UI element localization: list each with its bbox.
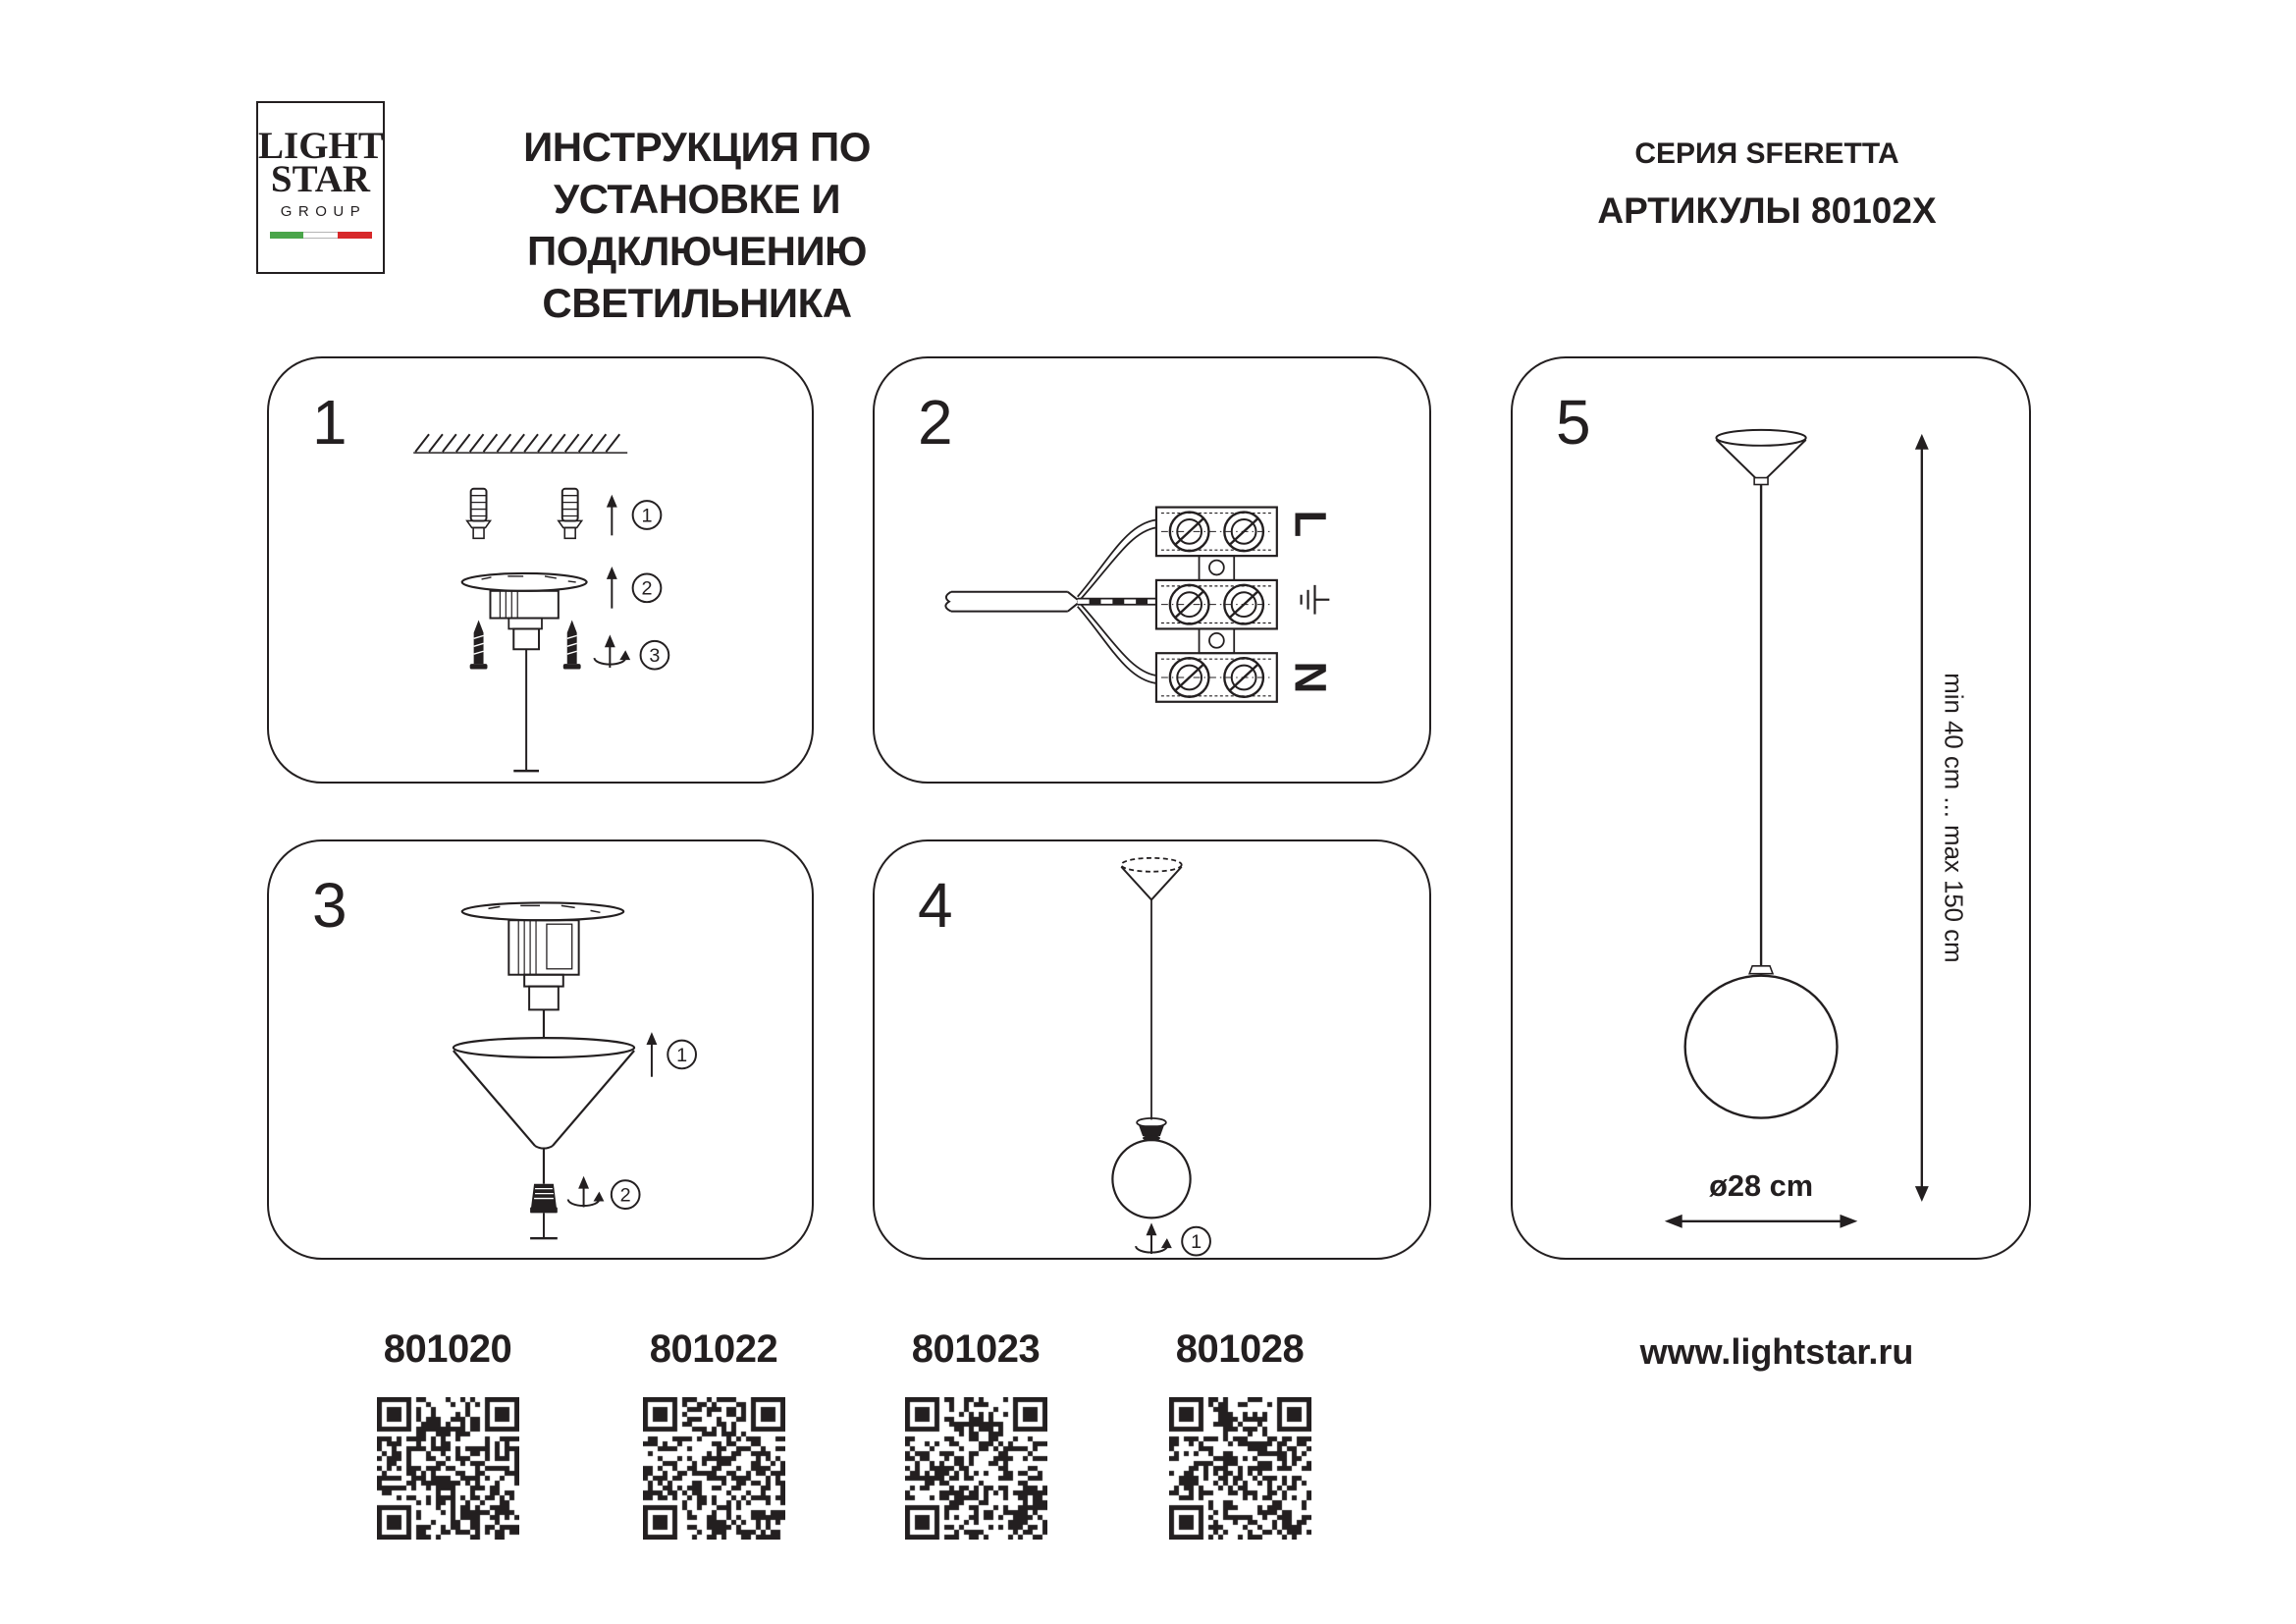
page-title bbox=[407, 121, 987, 329]
cone-assembly-diagram bbox=[269, 841, 812, 1258]
title-line-2: ПОДКЛЮЧЕНИЮ СВЕТИЛЬНИКА bbox=[527, 228, 867, 326]
panel-number: 2 bbox=[918, 387, 953, 458]
panel-number: 1 bbox=[312, 387, 347, 458]
lamp-holder bbox=[1749, 966, 1773, 974]
canopy-cone bbox=[1121, 858, 1181, 900]
wall-plug-icon bbox=[559, 489, 582, 539]
step-panel-5 bbox=[1511, 356, 2031, 1260]
step-panel-3 bbox=[267, 839, 814, 1260]
arrow-up-icon bbox=[607, 567, 617, 609]
articles-code: АРТИКУЛЫ 80102X bbox=[1597, 190, 1937, 231]
screw-icon bbox=[563, 621, 581, 670]
terminal-block bbox=[1156, 508, 1277, 557]
canopy-diagram bbox=[462, 573, 587, 771]
logo-light: LIGHT bbox=[258, 125, 384, 167]
step-number: 2 bbox=[619, 1184, 631, 1207]
panel-number: 3 bbox=[312, 870, 347, 941]
article-column bbox=[897, 1327, 1054, 1544]
logo-star: STAR bbox=[270, 158, 371, 200]
mounting-diagram bbox=[269, 358, 812, 782]
arrow-up-icon bbox=[607, 495, 617, 536]
terminal-label-line: L bbox=[1285, 510, 1336, 538]
diameter-label: ø28 cm bbox=[1709, 1167, 1814, 1203]
wire-neutral bbox=[1078, 601, 1156, 683]
article-column bbox=[635, 1327, 792, 1544]
qr-code bbox=[643, 1397, 785, 1540]
step-panel-4 bbox=[873, 839, 1431, 1260]
article-number: 801020 bbox=[383, 1327, 512, 1371]
terminal-block bbox=[1156, 653, 1277, 702]
step-number: 3 bbox=[649, 645, 661, 668]
lightstar-logo bbox=[256, 101, 385, 274]
step-number: 1 bbox=[1191, 1231, 1202, 1254]
rotate-arrow-icon bbox=[568, 1176, 605, 1208]
height-dimension-arrow bbox=[1915, 434, 1929, 1202]
cord-stopper bbox=[530, 1184, 558, 1214]
article-column bbox=[369, 1327, 526, 1544]
terminal-bridge bbox=[1200, 628, 1235, 653]
qr-code bbox=[377, 1397, 519, 1540]
wall-plug-icon bbox=[467, 489, 491, 539]
terminal-label-neutral: N bbox=[1285, 661, 1336, 694]
arrow-up-icon bbox=[646, 1032, 657, 1077]
canopy-cone bbox=[1716, 430, 1805, 485]
ceiling-hatch-icon bbox=[413, 434, 627, 453]
step-number: 1 bbox=[641, 505, 653, 527]
power-cable bbox=[945, 592, 1077, 612]
lamp-holder bbox=[1137, 1118, 1166, 1141]
flag-red bbox=[338, 232, 372, 239]
earth-ground-icon bbox=[1302, 585, 1330, 615]
terminal-block bbox=[1156, 580, 1277, 629]
logo-group: GROUP bbox=[280, 203, 367, 220]
wire-phase bbox=[1078, 519, 1156, 602]
flag-green bbox=[270, 232, 304, 239]
qr-code bbox=[1169, 1397, 1311, 1540]
panel-number: 4 bbox=[918, 870, 953, 941]
terminal-bridge bbox=[1200, 556, 1235, 580]
article-number: 801028 bbox=[1175, 1327, 1305, 1371]
globe-shade bbox=[1112, 1140, 1190, 1218]
step-panel-1 bbox=[267, 356, 814, 784]
article-number: 801022 bbox=[649, 1327, 778, 1371]
dimension-diagram bbox=[1513, 358, 2029, 1258]
series-name: СЕРИЯ SFERETTA bbox=[1634, 137, 1899, 170]
screw-icon bbox=[470, 621, 488, 670]
height-range-label: min 40 cm ... max 150 cm bbox=[1939, 673, 1967, 963]
article-number: 801023 bbox=[911, 1327, 1041, 1371]
rotate-arrow-icon bbox=[1136, 1222, 1172, 1254]
step-number: 2 bbox=[641, 577, 653, 600]
canopy-diagram bbox=[462, 902, 623, 1009]
diameter-dimension-arrow bbox=[1665, 1215, 1858, 1228]
italian-flag-icon bbox=[270, 232, 372, 239]
website-link: www.lightstar.ru bbox=[1639, 1331, 1914, 1372]
title-line-1: ИНСТРУКЦИЯ ПО УСТАНОВКЕ И bbox=[523, 124, 871, 222]
qr-code bbox=[905, 1397, 1047, 1540]
cone-shade bbox=[454, 1038, 634, 1148]
panel-number: 5 bbox=[1556, 387, 1591, 458]
article-column bbox=[1161, 1327, 1318, 1544]
globe-assembly-diagram bbox=[875, 841, 1429, 1258]
flag-white bbox=[303, 232, 338, 239]
rotate-arrow-icon bbox=[594, 634, 630, 668]
globe-shade bbox=[1685, 976, 1838, 1118]
step-number: 1 bbox=[676, 1044, 688, 1066]
wiring-diagram bbox=[875, 358, 1429, 782]
step-panel-2 bbox=[873, 356, 1431, 784]
